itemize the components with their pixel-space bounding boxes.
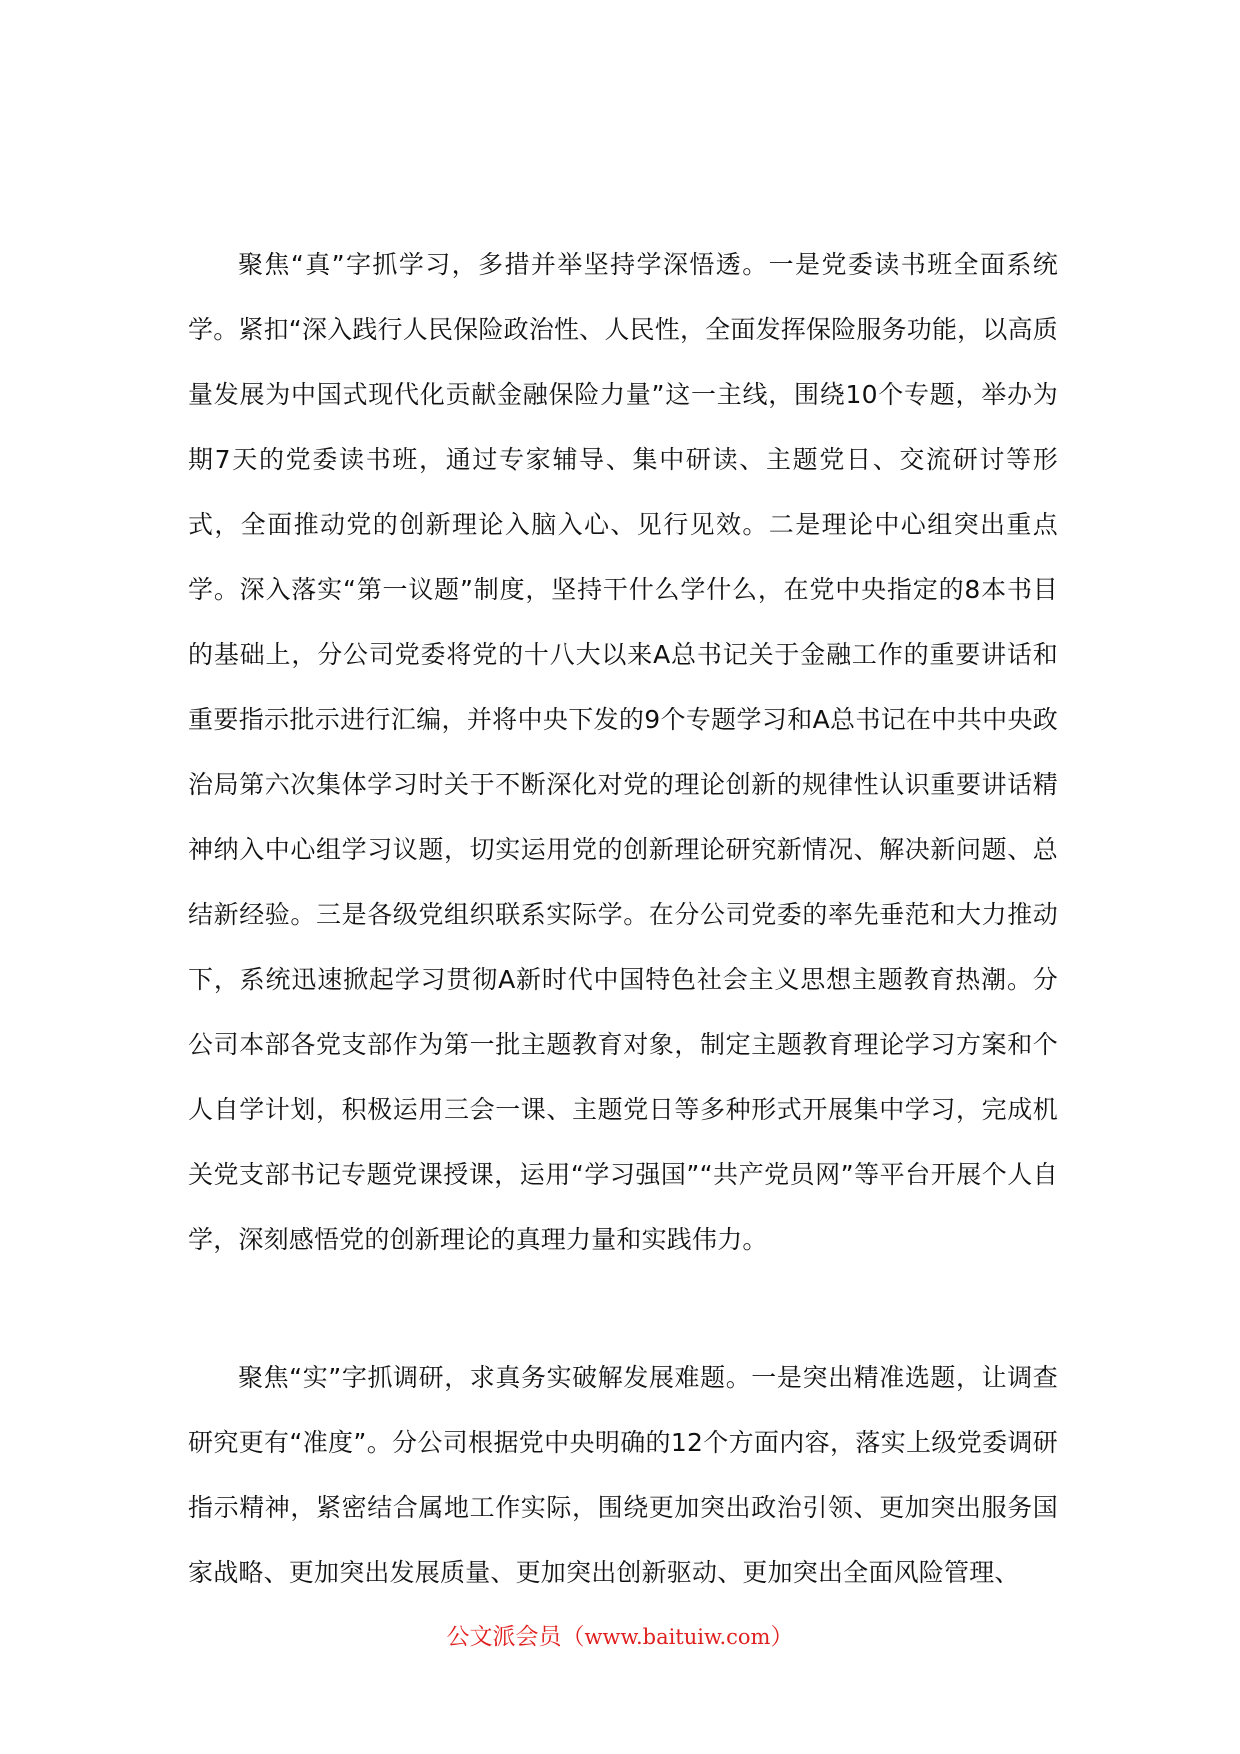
- footer-watermark: [0, 1622, 1240, 1652]
- footer-url[interactable]: www.baituiw.com: [584, 1625, 771, 1649]
- footer-open-paren: （: [561, 1624, 585, 1650]
- footer-brand: 公文派会员: [446, 1624, 562, 1650]
- paragraph-research: 聚焦“实”字抓调研，求真务实破解发展难题。一是突出精准选题，让调查研究更有“准度”。分公司根据党中央明确的12个方面内容，落实上级党委调研指示精神，紧密结合属地工作实际，围绕更加突出政治引领、更加突出服务国家战略、更加突出发展质量、更加突出创新驱动、更加突出全面风险管理、: [188, 1363, 1058, 1587]
- footer-close-paren: ）: [770, 1624, 794, 1650]
- paragraph-study: 聚焦“真”字抓学习，多措并举坚持学深悟透。一是党委读书班全面系统学。紧扣“深入践行人民保险政治性、人民性，全面发挥保险服务功能，以高质量发展为中国式现代化贡献金融保险力量”这一主线，围绕10个专题，举办为期7天的党委读书班，通过专家辅导、集中研读、主题党日、交流研讨等形式，全面推动党的创新理论入脑入心、见行见效。二是理论中心组突出重点学。深入落实“第一议题”制度，坚持干什么学什么，在党中央指定的8本书目的基础上，分公司党委将党的十八大以来A总书记关于金融工作的重要讲话和重要指示批示进行汇编，并将中央下发的9个专题学习和A总书记在中共中央政治局第六次集体学习时关于不断深化对党的理论创新的规律性认识重要讲话精神纳入中心组学习议题，切实运用党的创新理论研究新情况、解决新问题、总结新经验。三是各级党组织联系实际学。在分公司党委的率先垂范和大力推动下，系统迅速掀起学习贯彻A新时代中国特色社会主义思想主题教育热潮。分公司本部各党支部作为第一批主题教育对象，制定主题教育理论学习方案和个人自学计划，积极运用三会一课、主题党日等多种形式开展集中学习，完成机关党支部书记专题党课授课，运用“学习强国”“共产党员网”等平台开展个人自学，深刻感悟党的创新理论的真理力量和实践伟力。: [188, 250, 1058, 1254]
